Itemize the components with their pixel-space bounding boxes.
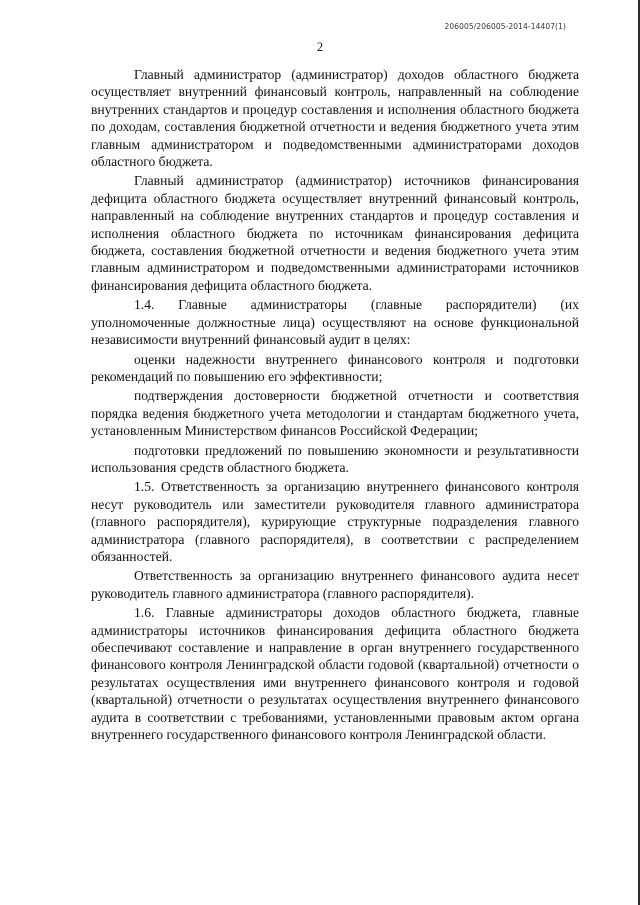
page-number: 2 (316, 40, 324, 54)
paragraph-deficit-admin-control: Главный администратор (администратор) источников финансирования дефицита областного бюджета осуществляет внутренний финансовый контроль, направленный на соблюдение внутренних стандартов и процедур составления и исполнения областного бюджета по источникам финансирования дефицита бюджета, составления бюджетной отчетности и ведения бюджетного учета этим главным администратором и подведомственными администраторами источников финансирования дефицита областного бюджета. (91, 173, 579, 293)
paragraph-1-6-reporting: 1.6. Главные администраторы доходов областного бюджета, главные администраторы источников финансирования дефицита областного бюджета обеспечивают составление и направление в орган внутреннего государственного финансового контроля Ленинградской области годовой (квартальной) отчетности о результатах осуществления ими внутреннего финансового контроля и годовой (квартальной) отчетности о результатах осуществления внутреннего финансового аудита в соответствии с требованиями, установленными правовым актом органа внутреннего государственного финансового контроля Ленинградской области. (91, 605, 579, 743)
paragraph-audit-goal-efficiency: подготовки предложений по повышению экономности и результативности использования средств областного бюджета. (91, 442, 579, 475)
document-id: 206005/206005-2014-14407(1) (444, 22, 566, 31)
paragraph-audit-goal-reliability: оценки надежности внутреннего финансового контроля и подготовки рекомендаций по повышению его эффективности; (91, 351, 579, 384)
paragraph-1-4-internal-audit: 1.4. Главные администраторы (главные распорядители) (их уполномоченные должностные лица) осуществляют на основе функциональной независимости внутренний финансовый аудит в целях: (91, 297, 579, 348)
paragraph-1-5-responsibility-control: 1.5. Ответственность за организацию внутреннего финансового контроля несут руководитель или заместители руководителя главного администратора (главного распорядителя), курирующие структурные подразделения главного администратора (главного распорядителя), в соответствии с распределением обязанностей. (91, 479, 579, 564)
paragraph-responsibility-audit: Ответственность за организацию внутреннего финансового аудита несет руководитель главного администратора (главного распорядителя). (91, 568, 579, 601)
document-body (91, 66, 579, 743)
paragraph-audit-goal-reporting: подтверждения достоверности бюджетной отчетности и соответствия порядка ведения бюджетного учета методологии и стандартам бюджетного учета, установленным Министерством финансов Российской Федерации; (91, 388, 579, 439)
paragraph-revenue-admin-control: Главный администратор (администратор) доходов областного бюджета осуществляет внутренний финансовый контроль, направленный на соблюдение внутренних стандартов и процедур составления и исполнения областного бюджета по доходам, составления бюджетной отчетности и ведения бюджетного учета этим главным администратором и подведомственными администраторами доходов областного бюджета. (91, 67, 579, 170)
